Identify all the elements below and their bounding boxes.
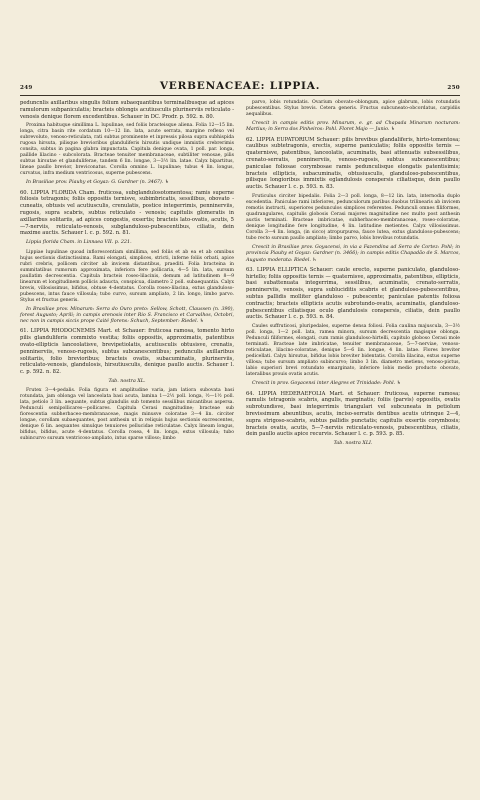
header-rule [20, 95, 460, 96]
locality-paragraph: Crescit in campis editis prov. Minarum, e. gr. ad Chapada Minarum nocturam: Martius; in Serra dos Pinheiros: Pohl. Floret Majo — Junio. ♄ [246, 121, 460, 133]
diagnosis-continued: peduncnlis axillaribus singulis folium subaequantibus terminalibusque ad apices ramulorum subpaniculatis; bracteis oblongis acutiusculis plurinerviis reticulato - venosis denique florem excedentibus. Schauer in DC. Prodr. p. 592. n. 80. [20, 100, 234, 120]
plate-reference: Tab. nostra XL. [108, 379, 146, 385]
page-number: 249 [20, 85, 33, 91]
right-column [246, 100, 460, 450]
locality-paragraph: Crescit in prov. Goyacensi inter Alegres et Trinidade: Pohl. ♄ [252, 381, 402, 387]
species-64-diagnosis: 64. LIPPIA HEDERAEFOLIA Mart. et Schauer: fruticosa, superne ramosa; ramulis tetragonis scabris, angulis, marginatis; foliis (parvis) oppositis, ovatis subrotundisve, basi integerrimis triangulari vel subcuneata in petiolum brevissimum abeuntibus, acutis, inciso-serratis dentibus acutis utrinque 2—4, supra strigoso-scabris, subtus pallidis punctatis; capitulis exsertis corymbosis; bracteis ovatis, acutis, 5—7-nerviis reticulato-venosis, pubescentibus, ciliatis, dein paullo auctis apice recurvis. Schauer l. c. p. 593. p. 85. [246, 390, 460, 438]
text-columns [20, 100, 460, 450]
description-paragraph: Frutex 3—4-pedalis. Folia figura et amplitudine varia, jam latiora subovata basi rotundata, jam oblonga vel lanceolata basi acuta, lamina 1—2½ poll. longa, ½—1½ poll. lata, petiolo 3 lin. aequante, subtus glandulis sub tomento sessilibus micantibus aspersa. Pedunculi semipollicares—pollicares. Capitula Cerasi magnitudine; bracteae sub fiorescentia subherbaceo-membranaceae, magis minusve coloratae 3—4 lin. circiter longae, corollam subaequantes, post anthesin ut in reliquis hujus sectionis excrescentes, denique 6 lin. aequantes simulque tenuiores pellucidae reticulatae. Calyx lineam longus, bifidus, bifidus, acute 4-dentatus. Corolla rosea, 4 lin. longa, extus villosula; tubo subincurvo sursum ventricoso-ampliato, intus sparse villoso; limbo [20, 388, 234, 442]
locality-paragraph: In Brasiliae prov. Piauhy et Goyaz: G. Gardner (n. 3467). ♄ [26, 180, 170, 186]
running-header [20, 80, 460, 95]
species-61-diagnosis: 61. LIPPIA RHODOCNEMIS Mart. et Schauer: fruticosa ramosa, tomento hirto pilis glanduliferis commixto vestita; foliis oppositis, approximatis, patentibus ovato-ellipticis lanceolatisve, brevipetiolatis, acutiusculis obtusisve, crenatis, penninerviis, venoso-rugosis, subtus subcanescentibus; pedunculis axillaribus solitariis, folio brevioribus; bracteis ovatis, subacuminatis, plurinerviis, reticulato-venosis, glandulosis, hirsutiusculis, denique paullo auctis. Schauer l. c. p. 592. n. 82. [20, 328, 234, 376]
running-title: VERBENACEAE: LIPPIA. [159, 80, 321, 92]
plate-reference: Tab. nostra XLI. [333, 441, 373, 447]
right-page-number: 250 [447, 85, 460, 91]
description-continued: parvo, lobis rotundatis. Ovarium obovato-oblongum, apice glabrum, lobis rotundatis pubescentibus. Stylus brevis. Cetera generis. Fructus subcuneato-obcordatus, carpidiis aequalibus. [246, 100, 460, 117]
species-62-diagnosis: 62. LIPPIA EUPATORIUM Schauer: pilis brevibus glandaliferis, hirto-tomentosa; caulibus subtetragonis, erectis, superne paniculatis; foliis oppositis ternis — quaternisve, patentibus, lanceolatis, acuminatis, basi attenuatis subsessilibus, crenato-serratis, penninerviis, venoso-rugosis, subtus subcanescentibus; paniculae foliosae corymbosae ramis pedunculisque elongatis patentisimis; bracteis ellipticis, subacuminatis, obtusiusculis, glanduloso-pubescentibus, pilisque longioribus immixtis eglandulosis conspersis ciliatisque, dein paullo auctis. Schauer l. c. p. 593. n. 83. [246, 136, 460, 191]
species-60-diagnosis: 60. LIPPIA FLORIDA Cham. fruticosa, subglandulosotomentosa; ramis superne foliosis tetragonis; foliis oppositis ternisve, subimbricatis, sessilibus, obovato - cuneatis, obtusis vel acutiusculis, crenulatis, postice integerrimis, penninerviis, rugosis, supra scabris, subtus reticulato - venosis; capitulis glomeratis in axillaribus solitariis, ad apices congestis, exsertis; bracteis lato-ovatis, acutis, 5—7-nerviis, reticulato-venosis, subglanduloso-pubescentibus, ciliatis, dein maxime auctis. Schauer l. c. p. 592. n. 81. [20, 189, 234, 237]
description-paragraph: Lippiae lupulinae quoad inflorescentiam simillima, sed foliis et ab ea et ab omnibus hujus sectionis distinctissima. Rami elongati, simplices, stricti, inferne foliis orbati, apice rubri crebris, pollicem circiter ab invicem distantibus, praediti. Folia bracteina in summitatibus rumorum approximata, inferiora fere pollicaria, 4—5 lin. lata, sursum paullatim decrescentia. Capitula bracteis roseo-lilacinis, demum ad latitudinem 8—9 linearum et longitudinem pollicis adaucta, conspicua, diametro 2 poll. subaequantia. Calyx brevis, villosissimus, bifidus, obtuse 4-dentatus. Corolla roseo-lilacina, extus glanduloso-pubescens, intus fauce villosula; tubo curvo, sursum ampliato, 2 lin. longo, limbo parvo. Stylus et fructus generis. [20, 249, 234, 303]
synonym-line: Lippia florida Cham. in Linnaea VII. p. 221. [26, 240, 132, 246]
description-paragraph: Caules suffruticosi, pluripedales, superne densa foliosi. Folia caulina majuscula, 3—3½ poll. longa, 1—2 poll. lata, ramea minora, sursum decrescentia magisque oblonga. Pedunculi filiformes, elongati, cum ramis glanduloso-hirtelli, capitulo globoso Cerasi mole terminati. Bracteae late imbricatae, tenuiter membranaceae, 5—7-nerviae, venoso-reticulatae, lilacino-coloratae, denique 5—6 lin. longae, 4 lin. latae. Flores breviter pedicellati. Calyx hirsutus, bifidus lobis breviter bidentatis. Corolla lilacina, extus superne villosa; tubo sursum ampliato subincurvo; limbo 3 lin. diametro metiens, venoso-pictus, labio superiori brevi rotundato emarginato, inferiore lobis medio producto obovato, lateralibus prouis ovatis acutis. [246, 324, 460, 378]
description-paragraph: Fruticulus circiter bipedalis. Folia 2—3 poll. longa, 8—12 lin. lata, internodia duplo excedentia. Paniculae rami inferiores, pedunculorum paribus duobus trilinearis ab invicem remotis instructi, superiores pedunculos simplices referentes. Pedunculi omnes filiformes, quadrangulares, capitulis globosis Cerasi majores magnitudine nec multo post anthesin auctis terminati. Bracteae imbricatae, subherbaceo-membranaceae, roseo-coloratae, denique longitudine fere longitudine, 4 lin. latitudine metientes. Calyx villosissimus. Corolla 3—4 lin. longa, (in sicco) atropurpurea, fauce lutea, extus glanduloso-pubescens; tubo recto sursum paullo ampliato; limbo parvo, lobis brevibus rotundatis. [246, 193, 460, 241]
locality-paragraph: Crescit in Brasiliae prov. Goyacensi, in via a Fazendina ad Serra de Cortez: Pohl; in provincia Piauhy et Goyaz: Gardner (n. 3466); in campis editis Chapadão de S. Marcos, Augusto moderata: Riedel. ♄ [246, 244, 460, 263]
description-paragraph: Proxima habituque simillima L. lupulinae, sed foliis bracteisque aliena. Folia 12—15 lin. longa, citra basin rite cordatum 10—12 lin. lata, acute serrata, margine reflexo vel subrevoluto, venoso-reticulata, rati subtus prominente et inpressis pilosa supra subhispida rugosa hirsuta, pilisque brevioribus glanduliferis hirsutis undique immixtis crebrerimis consita, subtus in pagina glabra impunctata. Capitula denique ovata, 1 poll. par. longa, paillide lilacino - subcolorata. Bracteae tenuiter membranaceae, subtiliter venosae, pilis subtus hirsutae et glanduliferae, tandem 6 lin. longae, 3—3½ lin. latae. Calyx bipartitus, lineae paullo brevior, breviconatus. Corolla omnino L. lupulinae; tubus 4 lin. longus, curvatus, infra medium ventricosus, superne pubescens. [20, 123, 234, 177]
left-column [20, 100, 234, 450]
locality-paragraph: In Brasiliae prov. Minarum: Serra do Ouro preto: Sellow, Schott, Claussen (n. 390), forest Augusto; Aprili; in campis arenosis inter Rio S. Francisco et Carvalhos, Octobri, nec non in campis siccis prope Caité florens: Schuch, September: Riedel. ♄ [20, 306, 234, 325]
species-63-diagnosis: 63. LIPPIA ELLIPTICA Schauer: caule erecto, superne paniculato, glanduloso-hirtello; foliis oppositis ternis — quaternisve, approximatis, patentibus, ellipticis, basi subattenuata integerrima, sessilibus, acuminatis, crenato-serratis, penninerviis, venosis, supra subluciditis scabris et glanduloso-pubescentibus, subtus pallidis molliter glanduloso - pubescente; paniculae patentis foliosa contractis; bracteis ellipticis acutis subrotundo-ovatis, acuminatis, glanduloso-pubescentibus ciliatisque oculo glandulosis conspersis, ciliatis, dein paullo auctis. Schauer l. c. p. 593. n. 84. [246, 266, 460, 321]
